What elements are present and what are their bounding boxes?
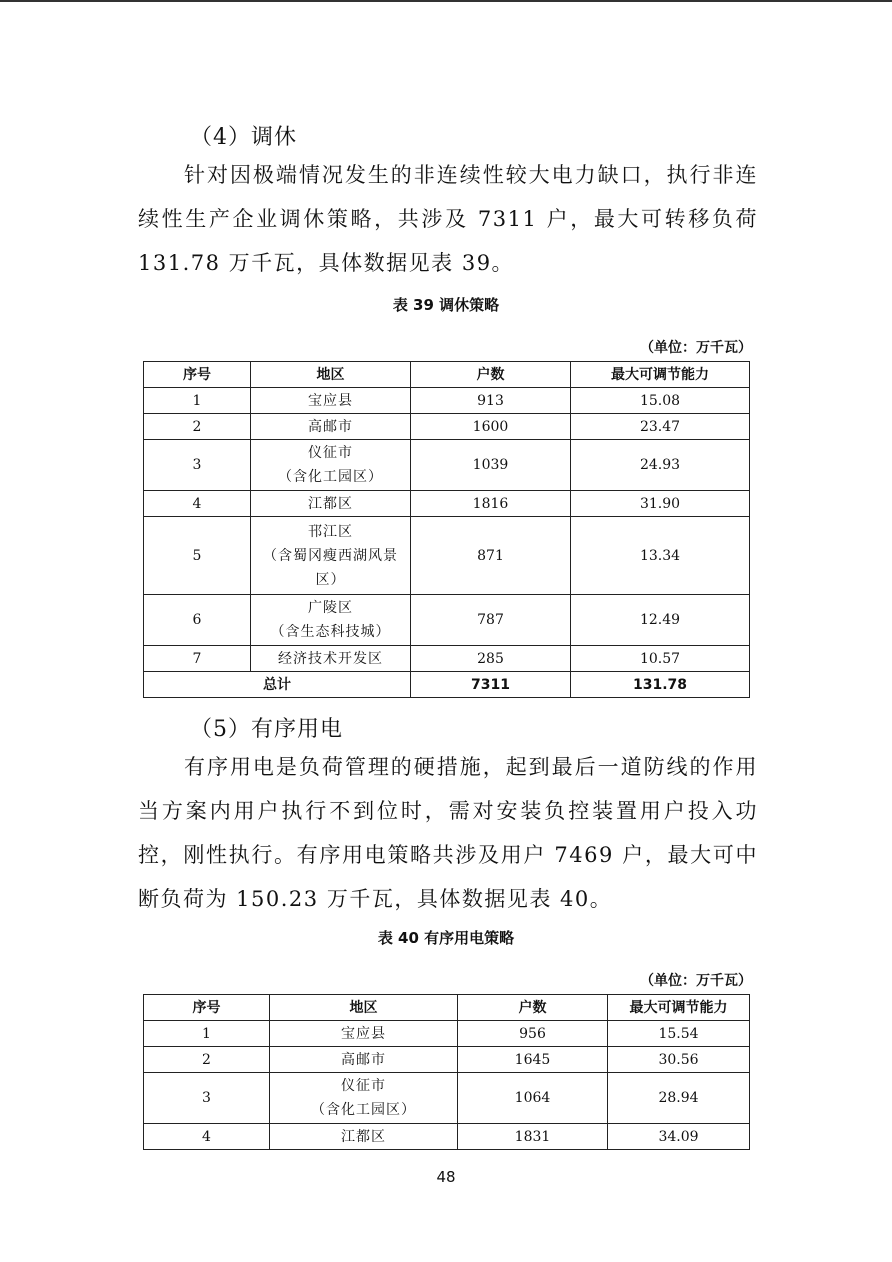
cell-region: 江都区	[270, 1124, 458, 1150]
table-row	[144, 1047, 750, 1073]
cell-no: 4	[144, 491, 251, 517]
cell-no: 4	[144, 1124, 270, 1150]
region-name: 广陵区	[308, 600, 353, 616]
region-note: （含化工园区）	[278, 469, 383, 485]
cell-capacity: 34.09	[608, 1124, 750, 1150]
section-4-heading: （4）调休	[190, 125, 297, 150]
cell-households: 913	[411, 388, 571, 414]
region-note: （含蜀冈瘦西湖风景区）	[263, 547, 398, 588]
table-row	[144, 414, 750, 440]
col-header-households: 户数	[458, 995, 608, 1021]
col-header-households: 户数	[411, 362, 571, 388]
table-39	[143, 361, 750, 698]
col-header-region: 地区	[251, 362, 411, 388]
col-header-no: 序号	[144, 362, 251, 388]
total-households: 7311	[411, 672, 571, 698]
cell-region: 高邮市	[251, 414, 411, 440]
cell-households: 787	[411, 595, 571, 646]
cell-households: 1816	[411, 491, 571, 517]
cell-capacity: 28.94	[608, 1073, 750, 1124]
col-header-capacity: 最大可调节能力	[608, 995, 750, 1021]
cell-no: 3	[144, 440, 251, 491]
cell-no: 1	[144, 1021, 270, 1047]
table-row	[144, 517, 750, 595]
table-row	[144, 491, 750, 517]
cell-households: 1064	[458, 1073, 608, 1124]
total-label: 总计	[144, 672, 411, 698]
cell-no: 2	[144, 1047, 270, 1073]
page-number: 48	[436, 1168, 456, 1186]
col-header-no: 序号	[144, 995, 270, 1021]
section-5-paragraph: 有序用电是负荷管理的硬措施，起到最后一道防线的作用当方案内用户执行不到位时，需对安装负控装置用户投入功控，刚性执行。有序用电策略共涉及用户 7469 户，最大可中断负荷为 150.23 万千瓦，具体数据见表 40。	[138, 755, 758, 911]
cell-capacity: 12.49	[571, 595, 750, 646]
section-4-paragraph: 针对因极端情况发生的非连续性较大电力缺口，执行非连续性生产企业调休策略，共涉及 7311 户，最大可转移负荷 131.78 万千瓦，具体数据见表 39。	[138, 163, 758, 275]
cell-region	[251, 440, 411, 491]
total-capacity: 131.78	[571, 672, 750, 698]
region-note: （含化工园区）	[311, 1102, 416, 1118]
table-row	[144, 1073, 750, 1124]
cell-region: 江都区	[251, 491, 411, 517]
cell-region: 宝应县	[270, 1021, 458, 1047]
table-row	[144, 595, 750, 646]
cell-no: 5	[144, 517, 251, 595]
cell-region	[270, 1073, 458, 1124]
cell-region: 宝应县	[251, 388, 411, 414]
cell-region: 高邮市	[270, 1047, 458, 1073]
cell-households: 1039	[411, 440, 571, 491]
table-40	[143, 994, 750, 1150]
cell-region	[251, 595, 411, 646]
cell-no: 2	[144, 414, 251, 440]
cell-no: 6	[144, 595, 251, 646]
cell-region	[251, 517, 411, 595]
cell-capacity: 15.54	[608, 1021, 750, 1047]
region-name: 仪征市	[308, 445, 353, 461]
cell-capacity: 10.57	[571, 646, 750, 672]
region-name: 仪征市	[341, 1078, 386, 1094]
table-39-unit: （单位：万千瓦）	[640, 340, 752, 356]
cell-no: 7	[144, 646, 251, 672]
cell-households: 285	[411, 646, 571, 672]
cell-capacity: 15.08	[571, 388, 750, 414]
table-40-caption: 表 40 有序用电策略	[377, 929, 515, 947]
table-row	[144, 646, 750, 672]
table-40-header-row	[144, 995, 750, 1021]
cell-capacity: 13.34	[571, 517, 750, 595]
cell-capacity: 24.93	[571, 440, 750, 491]
cell-region: 经济技术开发区	[251, 646, 411, 672]
cell-households: 871	[411, 517, 571, 595]
cell-capacity: 23.47	[571, 414, 750, 440]
table-row	[144, 1124, 750, 1150]
section-5-heading: （5）有序用电	[190, 717, 343, 742]
cell-households: 1600	[411, 414, 571, 440]
region-note: （含生态科技城）	[270, 624, 391, 640]
table-40-unit: （单位：万千瓦）	[640, 973, 752, 989]
col-header-region: 地区	[270, 995, 458, 1021]
page-top-border	[0, 0, 892, 2]
table-row	[144, 440, 750, 491]
cell-capacity: 30.56	[608, 1047, 750, 1073]
table-39-caption: 表 39 调休策略	[392, 296, 500, 314]
cell-no: 1	[144, 388, 251, 414]
cell-households: 1831	[458, 1124, 608, 1150]
table-row	[144, 1021, 750, 1047]
cell-households: 956	[458, 1021, 608, 1047]
table-total-row	[144, 672, 750, 698]
cell-no: 3	[144, 1073, 270, 1124]
table-row	[144, 388, 750, 414]
table-39-header-row	[144, 362, 750, 388]
col-header-capacity: 最大可调节能力	[571, 362, 750, 388]
region-name: 邗江区	[308, 523, 353, 540]
cell-households: 1645	[458, 1047, 608, 1073]
cell-capacity: 31.90	[571, 491, 750, 517]
